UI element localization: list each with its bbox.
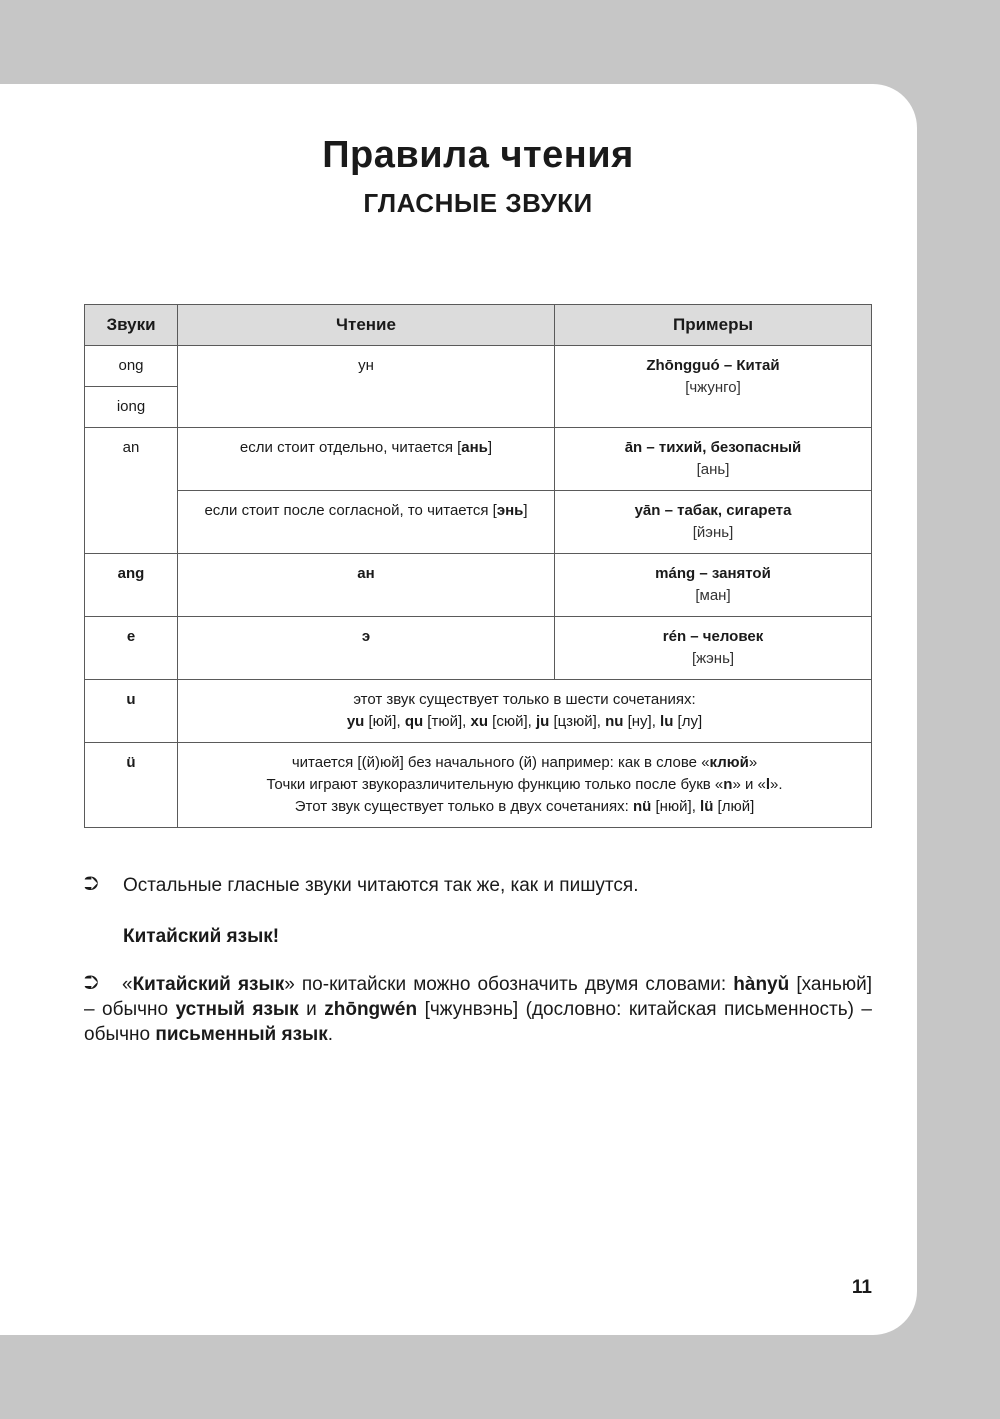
note-text: Остальные гласные звуки читаются так же, как и пишутся. bbox=[123, 875, 639, 896]
reading-cell: э bbox=[178, 617, 555, 680]
header-reading: Чтение bbox=[178, 305, 555, 346]
sound-cell: iong bbox=[85, 387, 178, 428]
example-cell: yān – табак, сигарета [йэнь] bbox=[555, 491, 872, 554]
header-examples: Примеры bbox=[555, 305, 872, 346]
sound-cell: ong bbox=[85, 346, 178, 387]
example-cell: rén – человек [жэнь] bbox=[555, 617, 872, 680]
vowels-table bbox=[84, 304, 872, 828]
header-sounds: Звуки bbox=[85, 305, 178, 346]
table-row bbox=[85, 491, 872, 554]
example-cell: ān – тихий, безопасный [ань] bbox=[555, 428, 872, 491]
table-row bbox=[85, 743, 872, 828]
page-title: Правила чтения bbox=[322, 134, 634, 176]
arrow-icon: ⮊ bbox=[84, 973, 99, 994]
example-cell: máng – занятой [ман] bbox=[555, 554, 872, 617]
page-subtitle: ГЛАСНЫЕ ЗВУКИ bbox=[363, 188, 593, 218]
reading-cell: если стоит после согласной, то читается [энь] bbox=[178, 491, 555, 554]
reading-cell: этот звук существует только в шести сочетаниях: yu [юй], qu [тюй], xu [сюй], ju [цзюй], nu [ну], lu [лу] bbox=[178, 680, 872, 743]
reading-cell: если стоит отдельно, читается [ань] bbox=[178, 428, 555, 491]
table-header-row bbox=[85, 305, 872, 346]
note-paragraph: «Китайский язык» по-китайски можно обозначить двумя словами: hànyǔ [ханьюй] – обычно устный язык и zhōngwén [чжунвэнь] (дословно: китайская письменность) – обычно письменный язык. bbox=[84, 974, 872, 1045]
sound-cell: e bbox=[85, 617, 178, 680]
sound-cell: ü bbox=[85, 743, 178, 828]
sound-cell: ang bbox=[85, 554, 178, 617]
page bbox=[0, 84, 917, 1335]
sound-cell: an bbox=[85, 428, 178, 554]
reading-cell: ун bbox=[178, 346, 555, 428]
table-row bbox=[85, 617, 872, 680]
table-row bbox=[85, 554, 872, 617]
reading-cell: читается [(й)юй] без начального (й) например: как в слове «клюй» Точки играют звукоразличительную функцию только после букв «n» и «l». Этот звук существует только в двух сочетаниях: nü [нюй], lü [люй] bbox=[178, 743, 872, 828]
section-heading: Китайский язык! bbox=[123, 926, 280, 947]
table-row bbox=[85, 428, 872, 491]
u-combinations: yu [юй], qu [тюй], xu [сюй], ju [цзюй], nu [ну], lu [лу] bbox=[346, 713, 703, 730]
example-cell: Zhōngguó – Китай [чжунго] bbox=[555, 346, 872, 428]
reading-cell: ан bbox=[178, 554, 555, 617]
page-number: 11 bbox=[851, 1277, 872, 1298]
table-row bbox=[85, 346, 872, 387]
sound-cell: u bbox=[85, 680, 178, 743]
table-row bbox=[85, 680, 872, 743]
arrow-icon: ⮊ bbox=[84, 874, 99, 895]
